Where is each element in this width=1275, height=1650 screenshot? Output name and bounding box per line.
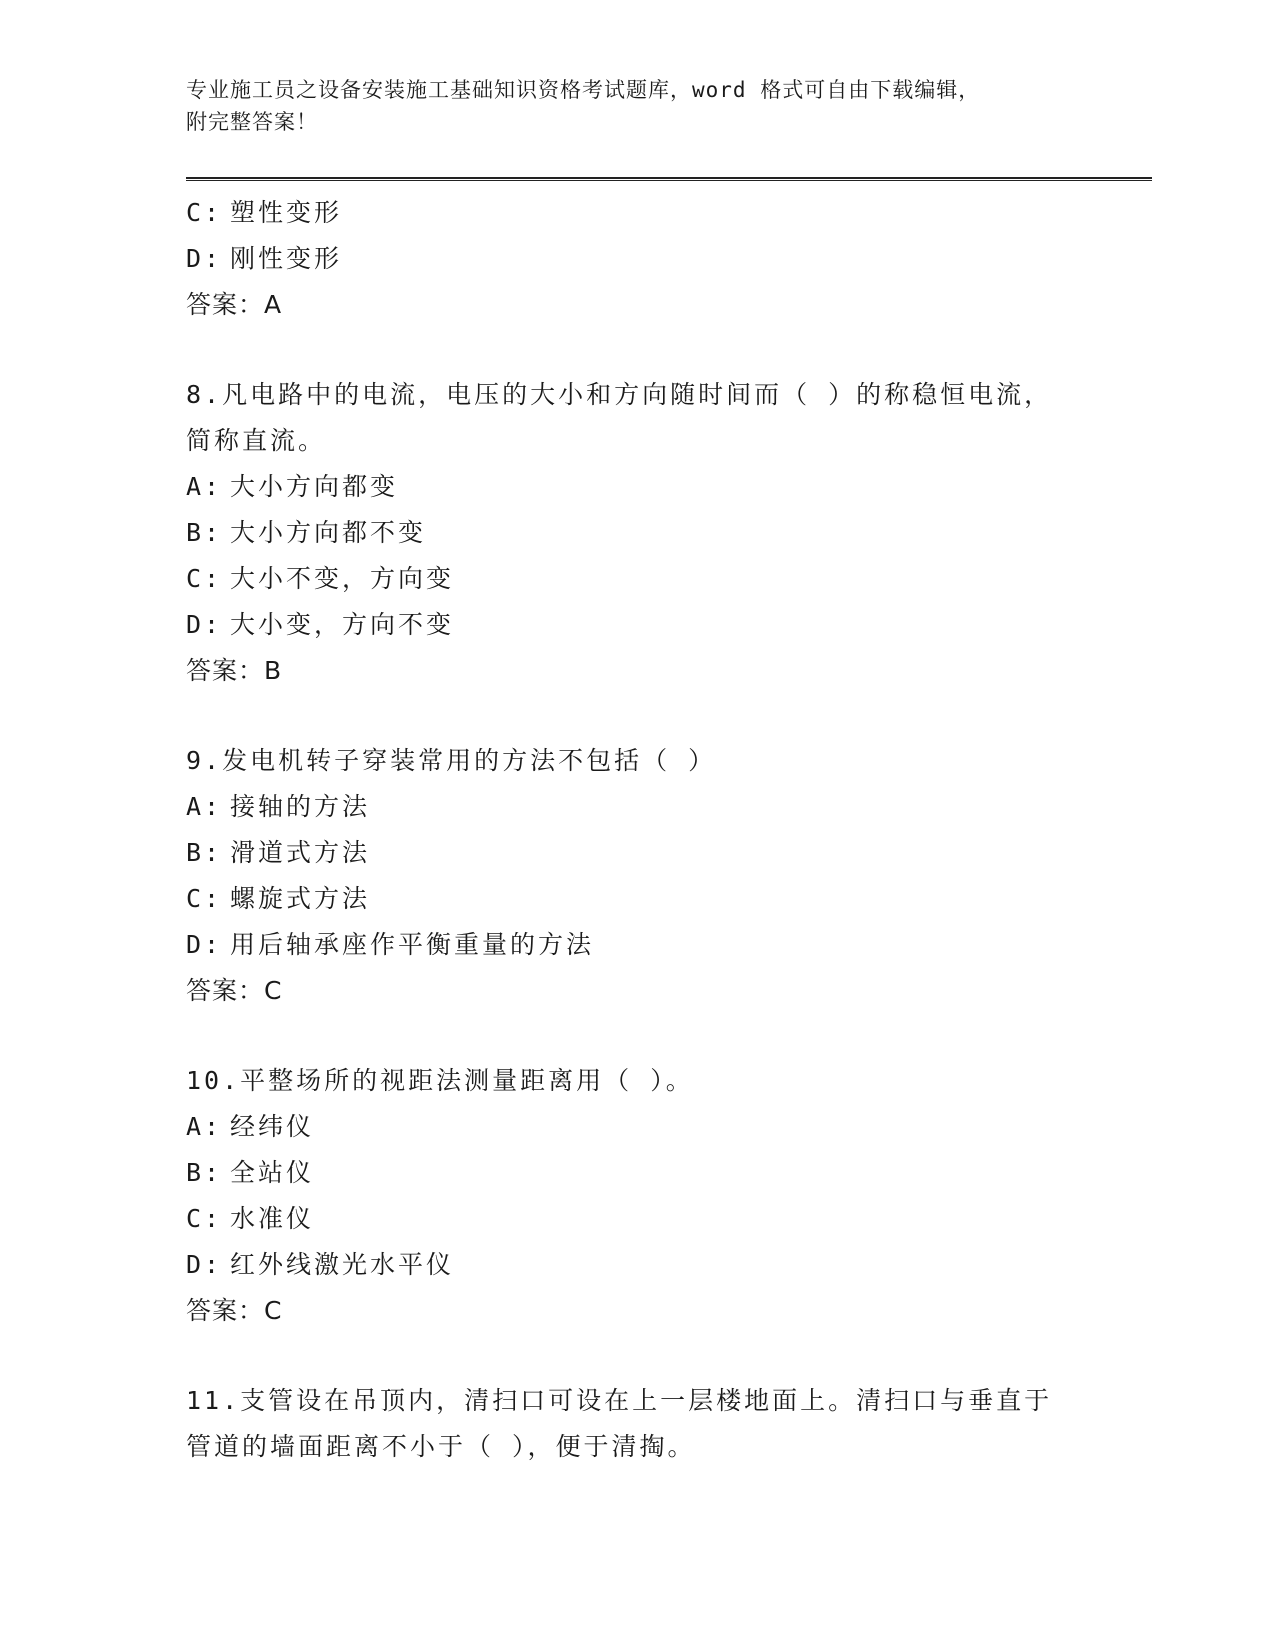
spacer bbox=[186, 694, 1086, 738]
option-d bbox=[186, 602, 1086, 648]
document-header bbox=[186, 74, 1066, 138]
header-line-1: 专业施工员之设备安装施工基础知识资格考试题库，word 格式可自由下载编辑， bbox=[186, 78, 981, 102]
option-letter: D: bbox=[186, 610, 223, 639]
question-list bbox=[186, 190, 1086, 1470]
option-d bbox=[186, 236, 1086, 282]
option-letter: B: bbox=[186, 518, 223, 547]
spacer bbox=[186, 328, 1086, 372]
option-text: 用后轴承座作平衡重量的方法 bbox=[230, 930, 595, 959]
option-letter: C: bbox=[186, 198, 223, 227]
option-text: 螺旋式方法 bbox=[230, 884, 371, 913]
option-letter: A: bbox=[186, 792, 223, 821]
option-c bbox=[186, 556, 1086, 602]
option-letter: B: bbox=[186, 1158, 223, 1187]
option-letter: D: bbox=[186, 1250, 223, 1279]
header-line-2: 附完整答案！ bbox=[186, 110, 318, 134]
option-text: 全站仪 bbox=[230, 1158, 315, 1187]
option-a bbox=[186, 784, 1086, 830]
question-stem: 10.平整场所的视距法测量距离用（ ）。 bbox=[186, 1066, 694, 1095]
question-stem: 9.发电机转子穿装常用的方法不包括（ ） bbox=[186, 746, 717, 775]
option-text: 经纬仪 bbox=[230, 1112, 315, 1141]
question-8 bbox=[186, 372, 1086, 694]
option-text: 水准仪 bbox=[230, 1204, 315, 1233]
question-stem-continued: 管道的墙面距离不小于（ ），便于清掏。 bbox=[186, 1432, 696, 1461]
option-text: 刚性变形 bbox=[230, 244, 343, 273]
option-letter: C: bbox=[186, 564, 223, 593]
option-text: 大小变，方向不变 bbox=[230, 610, 455, 639]
option-b bbox=[186, 1150, 1086, 1196]
option-b bbox=[186, 830, 1086, 876]
option-letter: B: bbox=[186, 838, 223, 867]
question-prev bbox=[186, 190, 1086, 328]
option-text: 塑性变形 bbox=[230, 198, 343, 227]
answer-line: 答案：C bbox=[186, 1296, 283, 1325]
spacer bbox=[186, 1334, 1086, 1378]
question-11 bbox=[186, 1378, 1086, 1470]
option-text: 红外线激光水平仪 bbox=[230, 1250, 455, 1279]
option-a bbox=[186, 1104, 1086, 1150]
option-text: 滑道式方法 bbox=[230, 838, 371, 867]
answer-line: 答案：B bbox=[186, 656, 283, 685]
option-letter: A: bbox=[186, 472, 223, 501]
option-text: 大小不变，方向变 bbox=[230, 564, 455, 593]
option-c bbox=[186, 1196, 1086, 1242]
option-letter: C: bbox=[186, 1204, 223, 1233]
option-b bbox=[186, 510, 1086, 556]
answer-line: 答案：A bbox=[186, 290, 283, 319]
option-letter: A: bbox=[186, 1112, 223, 1141]
option-c bbox=[186, 876, 1086, 922]
option-d bbox=[186, 922, 1086, 968]
option-text: 接轴的方法 bbox=[230, 792, 371, 821]
question-stem: 8.凡电路中的电流，电压的大小和方向随时间而（ ）的称稳恒电流， bbox=[186, 380, 1053, 409]
question-stem: 11.支管设在吊顶内，清扫口可设在上一层楼地面上。清扫口与垂直于 bbox=[186, 1386, 1053, 1415]
question-10 bbox=[186, 1058, 1086, 1334]
option-text: 大小方向都不变 bbox=[230, 518, 427, 547]
question-stem-continued: 简称直流。 bbox=[186, 426, 327, 455]
question-9 bbox=[186, 738, 1086, 1014]
option-text: 大小方向都变 bbox=[230, 472, 399, 501]
spacer bbox=[186, 1014, 1086, 1058]
option-letter: C: bbox=[186, 884, 223, 913]
option-letter: D: bbox=[186, 930, 223, 959]
option-letter: D: bbox=[186, 244, 223, 273]
option-c bbox=[186, 190, 1086, 236]
option-d bbox=[186, 1242, 1086, 1288]
option-a bbox=[186, 464, 1086, 510]
header-divider bbox=[186, 177, 1152, 181]
answer-line: 答案：C bbox=[186, 976, 283, 1005]
